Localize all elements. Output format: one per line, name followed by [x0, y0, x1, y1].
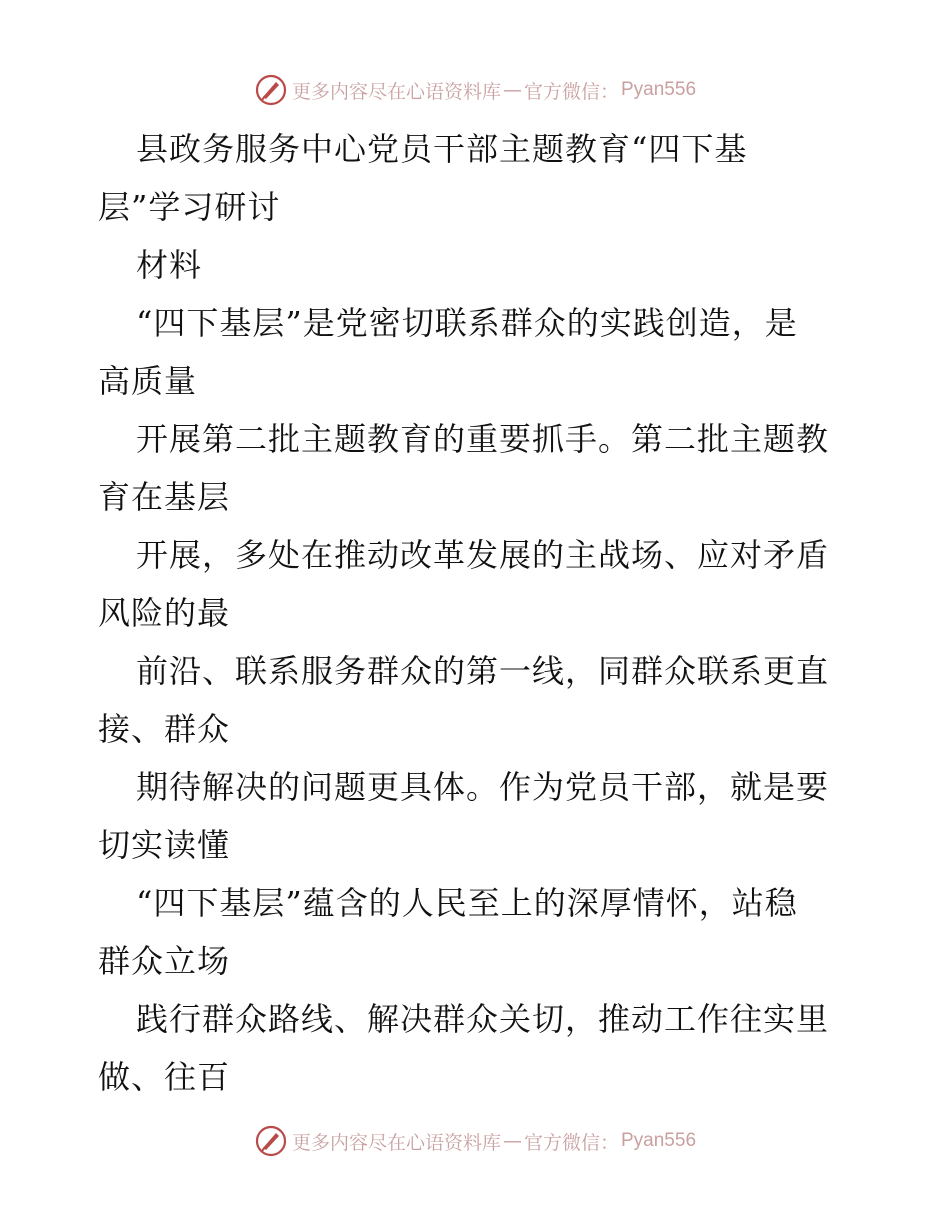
title-line-2: 层”学习研讨 — [98, 188, 281, 226]
paragraph-line: 开展，多处在推动改革发展的主战场、应对矛盾 — [136, 536, 830, 574]
watermark-wechat-id: Pyan556 — [621, 1130, 697, 1151]
quill-pen-circle-icon — [254, 73, 288, 107]
paragraph-line: 开展第二批主题教育的重要抓手。第二批主题教 — [136, 420, 830, 458]
watermark-official-label: 官方微信： — [523, 80, 619, 103]
paragraph-line: “四下基层”蕴含的人民至上的深厚情怀，站稳 — [136, 884, 798, 922]
paragraph-line: 做、往百 — [98, 1058, 231, 1096]
paragraph-line: 践行群众路线、解决群众关切，推动工作往实里 — [136, 1000, 830, 1038]
footer-watermark — [0, 1121, 950, 1161]
title-line-1: 县政务服务中心党员干部主题教育“四下基 — [136, 130, 748, 168]
paragraph-line: 育在基层 — [98, 478, 231, 516]
watermark-official-label: 官方微信： — [523, 1131, 619, 1154]
header-watermark — [0, 70, 950, 110]
watermark-separator: — — [502, 1130, 522, 1152]
watermark-separator: — — [502, 79, 522, 101]
watermark-text: 更多内容尽在心语资料库 — [291, 80, 501, 103]
paragraph-line: 切实读懂 — [98, 826, 231, 864]
watermark-text: 更多内容尽在心语资料库 — [291, 1131, 501, 1154]
paragraph-line: “四下基层”是党密切联系群众的实践创造，是 — [136, 304, 798, 342]
paragraph-line: 接、群众 — [98, 710, 231, 748]
quill-pen-circle-icon — [254, 1124, 288, 1158]
paragraph-line: 群众立场 — [98, 942, 231, 980]
paragraph-line: 期待解决的问题更具体。作为党员干部，就是要 — [136, 768, 830, 806]
paragraph-line: 风险的最 — [98, 594, 231, 632]
paragraph-line: 前沿、联系服务群众的第一线，同群众联系更直 — [136, 652, 830, 690]
title-line-3: 材料 — [136, 246, 203, 284]
watermark-wechat-id: Pyan556 — [621, 79, 697, 100]
paragraph-line: 高质量 — [98, 362, 198, 400]
